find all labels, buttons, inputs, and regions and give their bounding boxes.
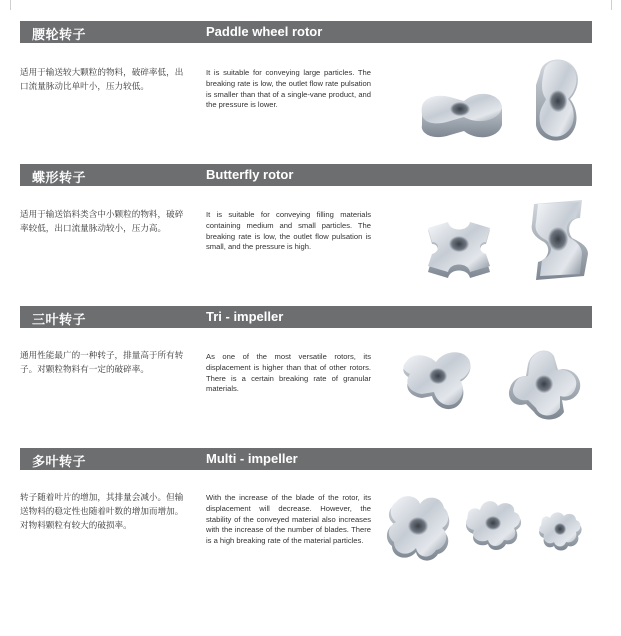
description-en: It is suitable for conveying large particles. The breaking rate is low, the outlet flow rate pulsation is smaller than that of a single-vane product, and the pressure is lower. [206,68,371,110]
section-butterfly-rotor [20,164,592,289]
paddle-wheel-rotor-photo [412,51,592,146]
section-header-bar [20,448,592,470]
four-lobe-rotor [387,496,449,561]
description-cn: 适用于输送较大颗粒的物料，破碎率低，出口流量脉动比单叶小，压力较低。 [20,68,184,92]
section-title-cn: 多叶转子 [32,455,87,470]
tri-impeller-photo [398,342,588,424]
description-en: As one of the most versatile rotors, its displacement is higher than that of other rotors. There is a certain breaking rate of granular materials. [206,352,371,394]
section-header-bar [20,306,592,328]
section-title-en: Multi - impeller [206,451,298,466]
butterfly-rotor-photo [412,194,592,284]
description-cn: 通用性能最广的一种转子，排量高于所有转子。对颗粒物料有一定的破碎率。 [20,351,184,375]
section-title-en: Tri - impeller [206,309,284,324]
five-lobe-rotor [466,501,521,550]
butterfly-rotor-standing [532,200,588,280]
description-cn: 转子随着叶片的增加，其排量会减小。但输送物料的稳定性也随着叶数的增加而增加。对物料颗粒有较大的破损率。 [20,493,184,531]
section-title-cn: 蝶形转子 [32,171,87,186]
multi-impeller-photo [382,490,592,570]
tri-impeller-standing [509,350,580,419]
section-paddle-wheel-rotor [20,21,592,146]
crop-mark-right [611,0,612,10]
section-header-bar [20,164,592,186]
crop-mark-left [10,0,11,10]
description-en: It is suitable for conveying filling materials containing medium and small particles. The breaking rate is low, the outlet flow pulsation is small, and the pressure is high. [206,210,371,252]
section-title-cn: 腰轮转子 [32,28,87,43]
section-tri-impeller [20,306,592,431]
section-title-en: Paddle wheel rotor [206,24,323,39]
tri-impeller-flat [403,352,470,409]
section-title-cn: 三叶转子 [32,313,87,328]
section-header-bar [20,21,592,43]
section-multi-impeller [20,448,592,578]
paddle-rotor-standing [536,59,578,140]
butterfly-rotor-flat [428,222,490,278]
six-lobe-rotor [539,512,581,550]
description-cn: 适用于输送馅料类含中小颗粒的物料，破碎率较低，出口流量脉动较小，压力高。 [20,210,184,234]
description-en: With the increase of the blade of the rotor, its displacement will decrease. However, the stability of the conveyed material also increases with the increase of the number of blades. There is a high breaking rate of the material particles. [206,493,371,546]
paddle-rotor-flat [422,94,502,137]
section-title-en: Butterfly rotor [206,167,294,182]
